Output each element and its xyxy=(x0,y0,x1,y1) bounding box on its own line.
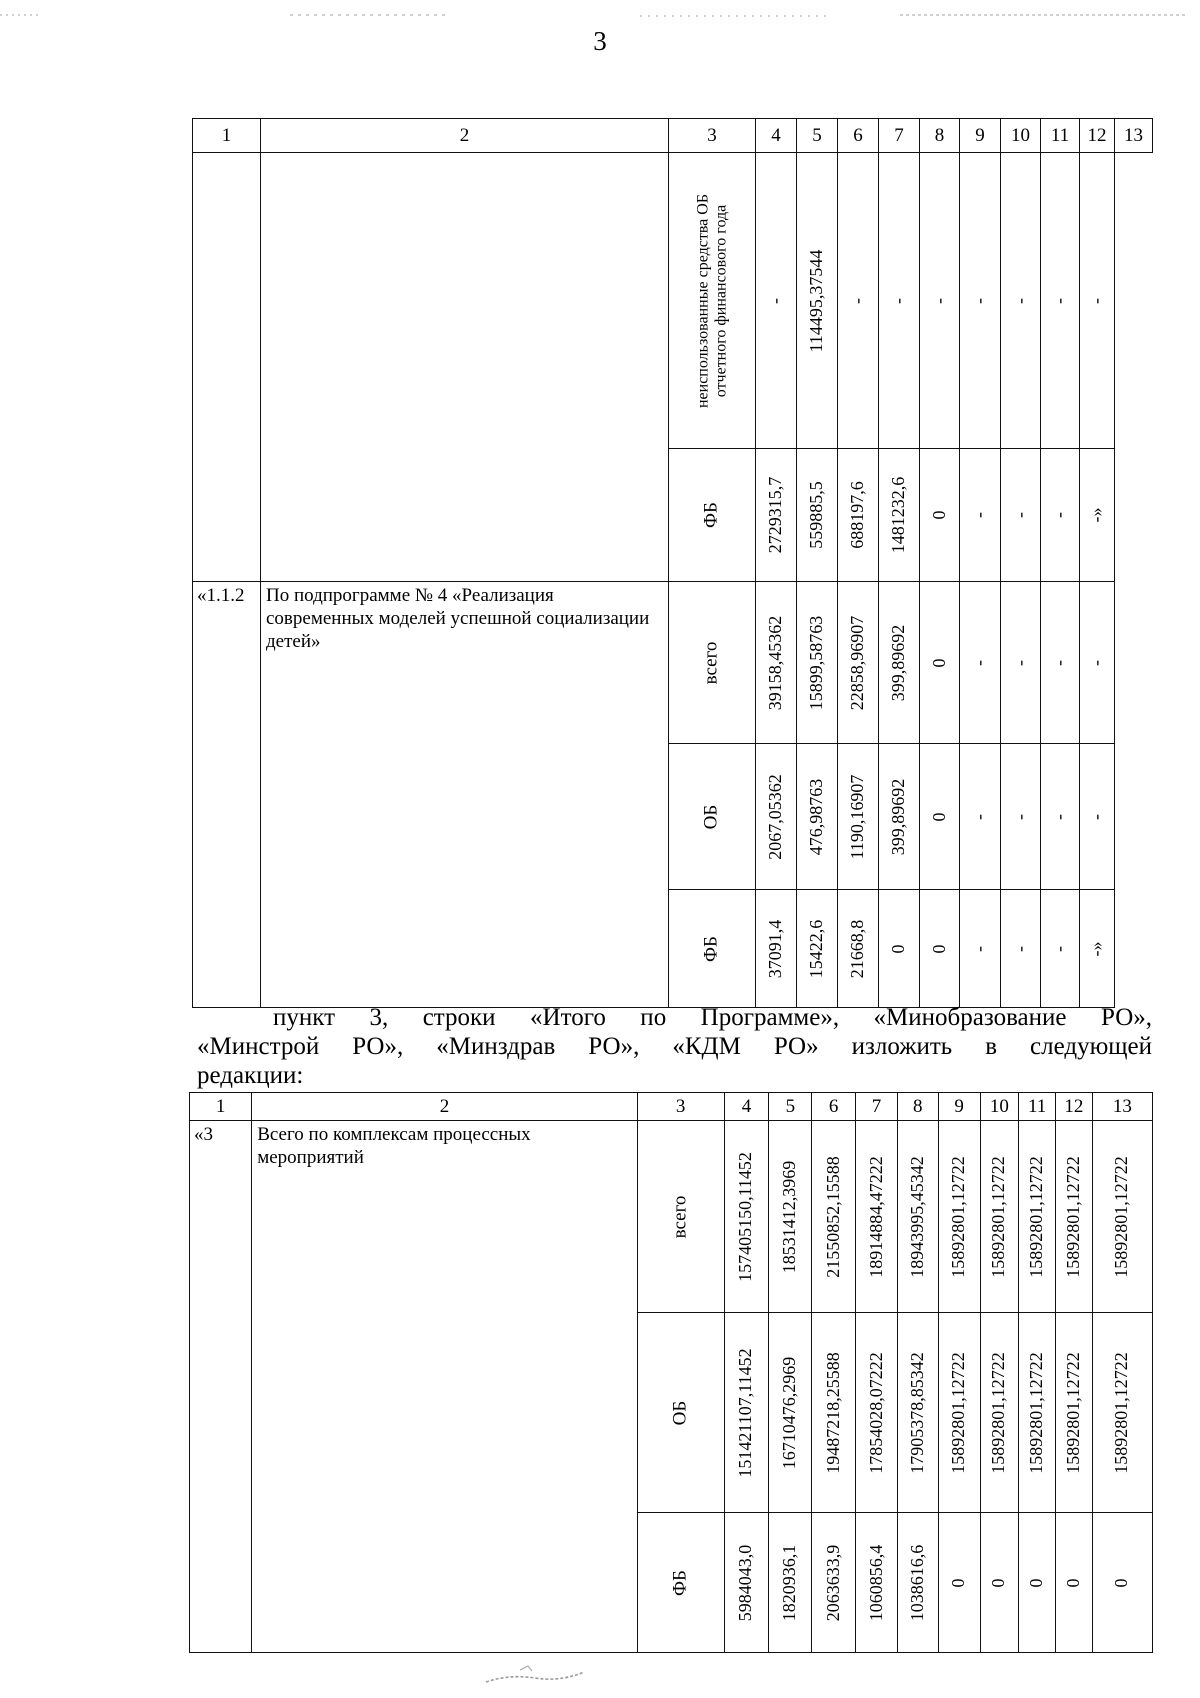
value-text: 15892801,12722 xyxy=(948,1155,969,1278)
value-cell xyxy=(1092,1121,1152,1313)
source-label-cell xyxy=(669,890,756,1008)
value-text: -» xyxy=(1086,507,1107,523)
header-cell: 9 xyxy=(960,119,1001,153)
value-text: 22858,96907 xyxy=(847,615,868,710)
value-text: - xyxy=(1049,945,1070,952)
value-text: - xyxy=(928,297,949,304)
value-text: 39158,45362 xyxy=(765,615,786,710)
value-text: 399,89692 xyxy=(888,624,909,701)
value-text: - xyxy=(1009,297,1030,304)
source-label: всего xyxy=(700,641,722,684)
value-cell xyxy=(838,153,879,449)
value-text: 1060856,4 xyxy=(865,1544,886,1621)
value-cell xyxy=(920,744,960,890)
value-cell xyxy=(724,1121,769,1313)
value-cell xyxy=(797,582,838,744)
value-text: 2067,05362 xyxy=(765,773,786,860)
value-text: 114495,37544 xyxy=(806,249,827,352)
value-cell xyxy=(1092,1513,1152,1653)
header-cell: 2 xyxy=(252,1093,638,1121)
header-cell: 3 xyxy=(669,119,756,153)
value-text: 399,89692 xyxy=(888,778,909,855)
value-cell xyxy=(1041,582,1080,744)
value-text: - xyxy=(969,297,990,304)
value-text: - xyxy=(1086,659,1107,666)
table-row xyxy=(193,153,1153,449)
value-text: 0 xyxy=(928,658,949,667)
value-cell xyxy=(838,744,879,890)
value-text: 15892801,12722 xyxy=(948,1351,969,1474)
value-text: - xyxy=(1009,813,1030,820)
value-text: 18943995,45342 xyxy=(906,1155,927,1278)
value-cell xyxy=(897,1313,938,1513)
header-cell: 10 xyxy=(1001,119,1041,153)
value-cell xyxy=(1080,744,1115,890)
value-cell xyxy=(879,153,920,449)
value-cell xyxy=(856,1513,898,1653)
table-2-header-row xyxy=(190,1093,1153,1121)
value-text: 0 xyxy=(928,510,949,520)
value-text: 15892801,12722 xyxy=(988,1155,1009,1278)
value-text: 17905378,85342 xyxy=(906,1351,927,1474)
value-cell xyxy=(769,1513,812,1653)
header-cell: 6 xyxy=(812,1093,856,1121)
header-cell: 10 xyxy=(980,1093,1019,1121)
value-text: 15422,6 xyxy=(806,919,827,978)
header-cell: 7 xyxy=(856,1093,898,1121)
value-text: - xyxy=(1009,945,1030,952)
value-cell xyxy=(797,153,838,449)
header-cell: 4 xyxy=(756,119,797,153)
value-cell xyxy=(769,1121,812,1313)
value-text: 157405150,11452 xyxy=(735,1151,756,1282)
value-cell xyxy=(960,449,1001,582)
value-text: 15892801,12722 xyxy=(1062,1155,1083,1278)
header-cell: 13 xyxy=(1115,119,1153,153)
row-index-cell: «1.1.2 xyxy=(193,582,261,1008)
value-cell xyxy=(1041,449,1080,582)
value-cell xyxy=(1055,1513,1092,1653)
value-text: 16710476,2969 xyxy=(779,1356,800,1469)
paragraph-line: пункт 3, строки «Итого по Программе», «Минобразование РО», xyxy=(273,1004,1152,1031)
row-name-cell: Всего по комплексам процессных мероприятий xyxy=(252,1121,638,1653)
value-cell xyxy=(960,582,1001,744)
value-text: -» xyxy=(1086,941,1107,956)
value-cell xyxy=(897,1121,938,1313)
header-cell: 5 xyxy=(769,1093,812,1121)
value-cell xyxy=(960,744,1001,890)
value-text: 15899,58763 xyxy=(806,615,827,710)
value-text: 18914884,47222 xyxy=(865,1155,886,1278)
value-cell xyxy=(812,1513,856,1653)
row-name-cell: По подпрограмме № 4 «Реализация современных моделей успешной социализации детей» xyxy=(261,582,669,1008)
header-cell: 13 xyxy=(1092,1093,1152,1121)
paragraph-line: «Минстрой РО», «Минздрав РО», «КДМ РО» изложить в следующей xyxy=(197,1033,1152,1060)
header-cell: 8 xyxy=(897,1093,938,1121)
value-cell xyxy=(756,449,797,582)
value-text: 1038616,6 xyxy=(906,1544,927,1621)
header-cell: 4 xyxy=(724,1093,769,1121)
value-cell xyxy=(1055,1313,1092,1513)
table-1 xyxy=(192,118,1153,1008)
value-cell xyxy=(879,744,920,890)
value-text: 21550852,15588 xyxy=(822,1155,843,1278)
value-text: 0 xyxy=(928,944,949,953)
source-label-cell xyxy=(669,449,756,582)
header-cell: 1 xyxy=(190,1093,252,1121)
value-text: 37091,4 xyxy=(765,919,786,978)
value-text: 2063633,9 xyxy=(822,1544,843,1621)
value-text: 559885,5 xyxy=(806,481,827,549)
table-1-header-row xyxy=(193,119,1153,153)
value-cell xyxy=(797,890,838,1008)
value-cell xyxy=(724,1513,769,1653)
source-label-cell xyxy=(669,153,756,449)
value-text: - xyxy=(1049,659,1070,666)
value-cell xyxy=(1001,449,1041,582)
value-cell xyxy=(838,890,879,1008)
paragraph-line: редакции: xyxy=(197,1062,304,1089)
value-cell xyxy=(856,1313,898,1513)
value-cell xyxy=(1080,890,1115,1008)
header-cell: 7 xyxy=(879,119,920,153)
value-text: 2729315,7 xyxy=(765,476,786,554)
value-text: - xyxy=(1049,512,1070,518)
value-cell xyxy=(1080,582,1115,744)
header-cell: 8 xyxy=(920,119,960,153)
value-text: 0 xyxy=(1062,1578,1083,1587)
value-cell xyxy=(838,449,879,582)
value-text: - xyxy=(1086,297,1107,304)
value-text: 15892801,12722 xyxy=(988,1351,1009,1474)
value-cell xyxy=(980,1121,1019,1313)
value-cell xyxy=(897,1513,938,1653)
source-label: ФБ xyxy=(669,1569,691,1596)
value-cell xyxy=(920,449,960,582)
value-text: 0 xyxy=(1026,1578,1047,1587)
value-text: 1481232,6 xyxy=(888,476,909,554)
value-cell xyxy=(812,1121,856,1313)
value-text: 0 xyxy=(888,944,909,953)
value-text: 0 xyxy=(988,1578,1009,1587)
value-text: 17854028,07222 xyxy=(865,1351,886,1474)
header-cell: 2 xyxy=(261,119,669,153)
header-cell: 9 xyxy=(938,1093,980,1121)
value-cell xyxy=(879,890,920,1008)
source-label: ФБ xyxy=(700,502,722,528)
source-label: ОБ xyxy=(700,804,722,829)
value-text: 0 xyxy=(948,1578,969,1587)
header-cell: 3 xyxy=(637,1093,724,1121)
value-text: 15892801,12722 xyxy=(1026,1351,1047,1474)
header-cell: 6 xyxy=(838,119,879,153)
source-label-cell xyxy=(637,1121,724,1313)
value-text: - xyxy=(765,297,786,304)
value-cell xyxy=(1001,744,1041,890)
table-2 xyxy=(189,1092,1153,1653)
value-cell xyxy=(960,153,1001,449)
row-index-cell xyxy=(193,153,261,582)
value-cell xyxy=(838,582,879,744)
value-text: - xyxy=(847,297,868,304)
value-cell xyxy=(797,449,838,582)
value-cell xyxy=(724,1313,769,1513)
header-cell: 1 xyxy=(193,119,261,153)
value-text: 15892801,12722 xyxy=(1111,1155,1132,1278)
value-text: - xyxy=(1009,659,1030,666)
value-text: - xyxy=(1086,813,1107,820)
scan-noise-top xyxy=(0,10,1200,20)
source-label: неиспользованные средства ОБ отчетного финансового года xyxy=(694,193,729,408)
value-text: - xyxy=(1009,512,1030,518)
value-cell xyxy=(920,153,960,449)
value-cell xyxy=(980,1513,1019,1653)
value-cell xyxy=(1041,153,1080,449)
value-text: - xyxy=(1049,297,1070,304)
value-text: 1820936,1 xyxy=(779,1544,800,1621)
value-cell xyxy=(938,1313,980,1513)
value-text: 21668,8 xyxy=(847,919,868,978)
table-row xyxy=(193,582,1153,744)
source-label-cell xyxy=(637,1313,724,1513)
value-cell xyxy=(756,744,797,890)
row-name-cell xyxy=(261,153,669,582)
value-text: - xyxy=(969,512,990,518)
header-cell: 11 xyxy=(1019,1093,1056,1121)
value-text: 0 xyxy=(1111,1578,1132,1587)
header-cell: 11 xyxy=(1041,119,1080,153)
value-cell xyxy=(980,1313,1019,1513)
value-text: 5984043,0 xyxy=(735,1544,756,1621)
value-text: - xyxy=(1049,813,1070,820)
value-text: 18531412,3969 xyxy=(779,1160,800,1273)
value-cell xyxy=(1092,1313,1152,1513)
value-text: 19487218,25588 xyxy=(822,1351,843,1474)
value-cell xyxy=(812,1313,856,1513)
value-cell xyxy=(938,1121,980,1313)
value-cell xyxy=(756,582,797,744)
source-label: ФБ xyxy=(700,935,722,962)
value-text: 688197,6 xyxy=(847,481,868,549)
value-cell xyxy=(920,890,960,1008)
header-cell: 5 xyxy=(797,119,838,153)
value-text: 476,98763 xyxy=(806,778,827,855)
header-cell: 12 xyxy=(1080,119,1115,153)
value-text: - xyxy=(969,813,990,820)
value-text: 15892801,12722 xyxy=(1026,1155,1047,1278)
row-index-cell: «3 xyxy=(190,1121,252,1653)
value-cell xyxy=(1041,890,1080,1008)
table-row xyxy=(190,1121,1153,1313)
value-text: - xyxy=(969,659,990,666)
value-cell xyxy=(1001,582,1041,744)
value-cell xyxy=(920,582,960,744)
value-text: - xyxy=(888,297,909,304)
value-cell xyxy=(769,1313,812,1513)
value-cell xyxy=(938,1513,980,1653)
value-text: 15892801,12722 xyxy=(1111,1351,1132,1474)
source-label: ОБ xyxy=(669,1400,691,1425)
value-cell xyxy=(756,153,797,449)
source-label-cell xyxy=(669,744,756,890)
value-cell xyxy=(1080,449,1115,582)
value-cell xyxy=(1080,153,1115,449)
value-cell xyxy=(1019,1513,1056,1653)
value-cell xyxy=(797,744,838,890)
value-cell xyxy=(1041,744,1080,890)
source-label-cell xyxy=(669,582,756,744)
page-number: 3 xyxy=(593,26,607,56)
value-text: 0 xyxy=(928,812,949,821)
value-cell xyxy=(756,890,797,1008)
scan-smudge-bottom xyxy=(480,1662,590,1688)
value-cell xyxy=(1019,1313,1056,1513)
source-label: всего xyxy=(669,1195,691,1238)
amendment-paragraph xyxy=(197,1003,1152,1090)
value-cell xyxy=(1001,890,1041,1008)
value-text: 15892801,12722 xyxy=(1062,1351,1083,1474)
value-cell xyxy=(1001,153,1041,449)
value-cell xyxy=(879,582,920,744)
value-text: 151421107,11452 xyxy=(735,1347,756,1478)
value-text: - xyxy=(969,945,990,952)
value-text: 1190,16907 xyxy=(847,774,868,859)
value-cell xyxy=(879,449,920,582)
header-cell: 12 xyxy=(1055,1093,1092,1121)
value-cell xyxy=(960,890,1001,1008)
value-cell xyxy=(1055,1121,1092,1313)
value-cell xyxy=(1019,1121,1056,1313)
source-label-cell xyxy=(637,1513,724,1653)
value-cell xyxy=(856,1121,898,1313)
